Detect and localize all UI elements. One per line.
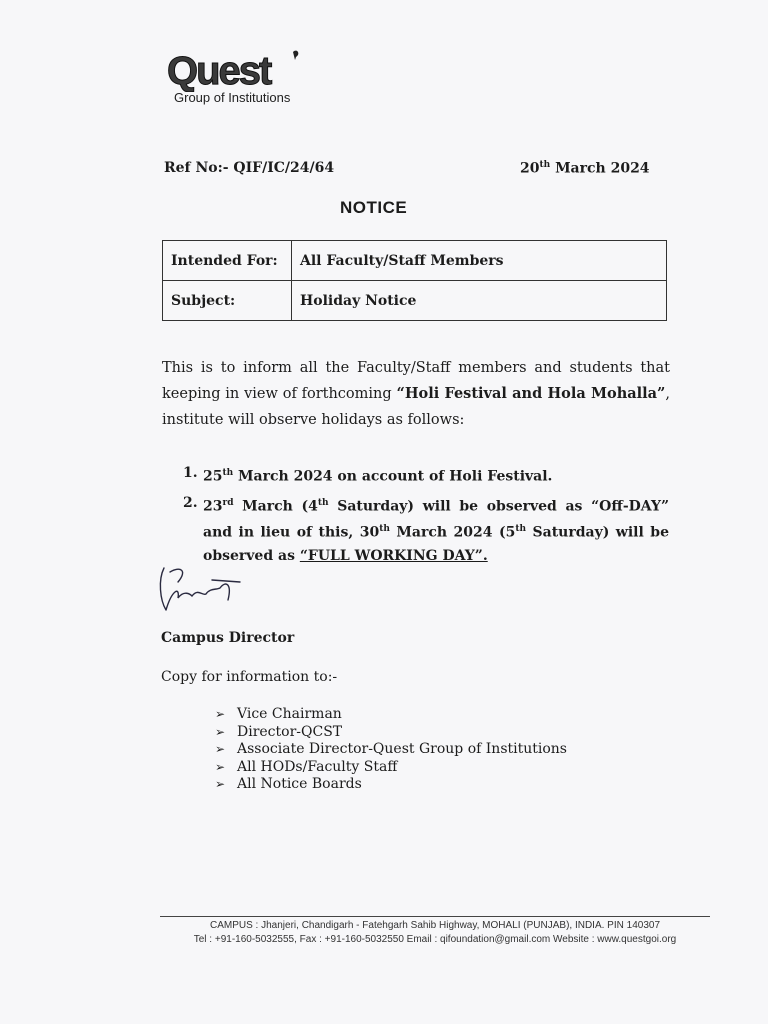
signature <box>150 560 246 620</box>
table-row <box>163 241 667 281</box>
arrow-icon: ➢ <box>215 742 226 756</box>
footer-address: CAMPUS : Jhanjeri, Chandigarh - Fatehgarh Sahib Highway, MOHALI (PUNJAB), INDIA. PIN 140307 <box>210 920 660 931</box>
list-item: ➢ Director-QCST <box>215 723 343 740</box>
notice-date: 20th March 2024 <box>520 160 650 177</box>
arrow-icon: ➢ <box>215 707 226 721</box>
copy-label: Copy for information to:- <box>161 669 338 685</box>
info-table <box>162 240 667 321</box>
list-item: ➢ Vice Chairman <box>215 706 342 722</box>
signatory: Campus Director <box>161 630 295 646</box>
arrow-icon: ➢ <box>215 777 226 791</box>
subject-value: Holiday Notice <box>292 281 667 321</box>
quest-logo <box>167 48 317 92</box>
footer-contact: Tel : +91-160-5032555, Fax : +91-160-5032550 Email : qifoundation@gmail.com Website : www.questgoi.org <box>193 934 677 945</box>
logo-tagline: Group of Institutions <box>174 90 291 105</box>
list-item: 1. 25th March 2024 on account of Holi Festival. <box>183 465 553 485</box>
arrow-icon: ➢ <box>215 759 226 774</box>
reference-number: Ref No:- QIF/IC/24/64 <box>164 160 335 176</box>
footer-divider <box>160 916 710 917</box>
holiday-list <box>183 462 669 571</box>
table-row <box>163 281 667 321</box>
copy-list <box>215 706 567 794</box>
subject-label: Subject: <box>163 281 292 321</box>
list-item: 2. 23rd March (4th Saturday) will be observed as “Off-DAY” and in lieu of this, 30th March 2024 (5th Saturday) will be observed as “FULL WORKING DAY”. <box>183 494 669 564</box>
intended-for-value: All Faculty/Staff Members <box>292 241 667 281</box>
page-title: NOTICE <box>340 198 408 217</box>
intended-for-label: Intended For: <box>163 241 292 281</box>
arrow-icon: ➢ <box>215 724 226 739</box>
list-item: ➢ All HODs/Faculty Staff <box>215 758 398 775</box>
list-item: ➢ Associate Director-Quest Group of Institutions <box>215 741 567 757</box>
list-item: ➢ All Notice Boards <box>215 776 362 792</box>
svg-text:Quest: Quest <box>167 49 271 92</box>
intro-paragraph: This is to inform all the Faculty/Staff members and students that keeping in view of forthcoming “Holi Festival and Hola Mohalla”, institute will observe holidays as follows: <box>162 360 671 428</box>
